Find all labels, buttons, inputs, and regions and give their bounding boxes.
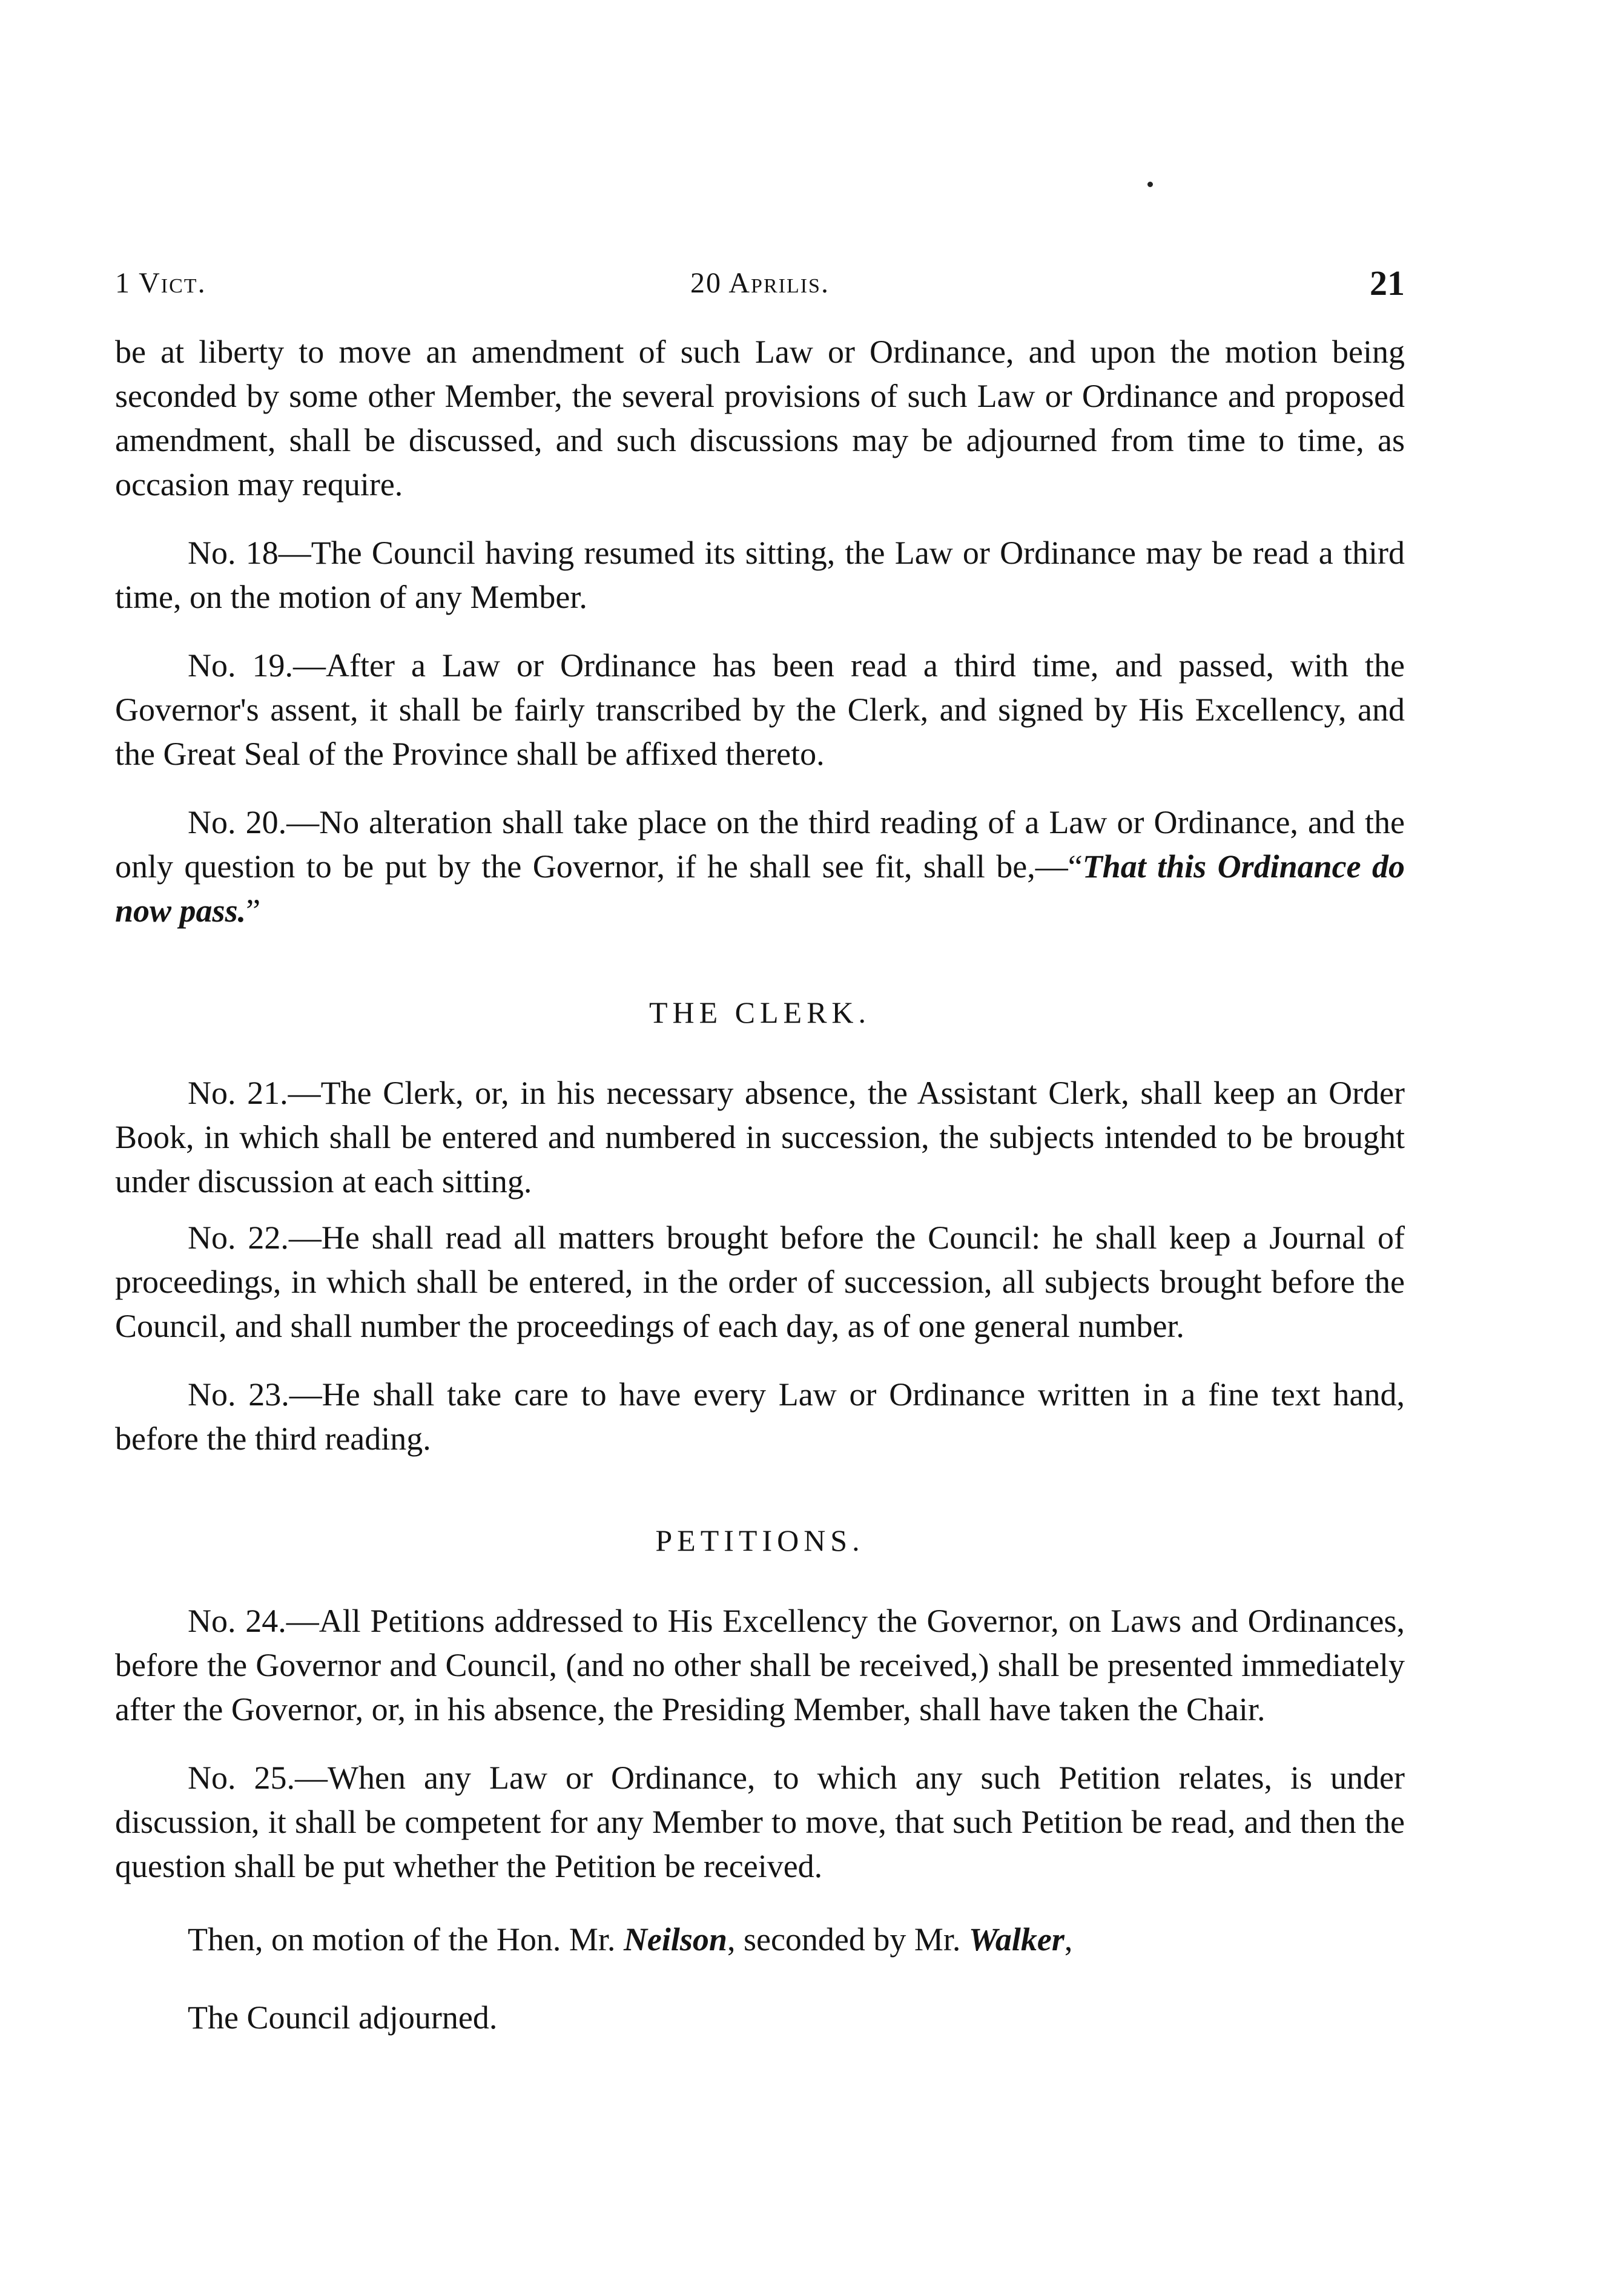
rule-number: No. 25. xyxy=(188,1760,295,1796)
closing-middle: , seconded by Mr. xyxy=(727,1921,969,1958)
rule-19 xyxy=(115,644,1405,776)
closing-suffix: , xyxy=(1064,1921,1073,1958)
rule-number: No. 23. xyxy=(188,1376,289,1413)
rule-text: —No alteration shall take place on the third reading of a Law or Ordinance, and the only question to be put by the Governor, if he shall see fit, shall be,—“ xyxy=(115,804,1405,885)
rule-21 xyxy=(115,1071,1405,1204)
rule-24 xyxy=(115,1599,1405,1732)
rule-25 xyxy=(115,1756,1405,1889)
page-number: 21 xyxy=(1370,263,1405,303)
mover-name: Neilson xyxy=(623,1921,727,1958)
rule-text: —He shall take care to have every Law or Ordinance written in a fine text hand, before the third reading. xyxy=(115,1376,1405,1457)
section-heading-clerk: THE CLERK. xyxy=(649,995,871,1029)
running-header xyxy=(115,263,1405,309)
rule-quote-close: ” xyxy=(246,893,261,929)
header-date: 20 Aprilis. xyxy=(690,267,830,299)
rule-number: No. 18 xyxy=(188,535,279,571)
rule-number: No. 22. xyxy=(188,1219,289,1256)
rule-number: No. 21. xyxy=(188,1075,288,1111)
rule-number: No. 20. xyxy=(188,804,287,840)
closing-motion xyxy=(115,1918,1405,1962)
rule-22 xyxy=(115,1216,1405,1348)
seconder-name: Walker xyxy=(968,1921,1065,1958)
rule-23 xyxy=(115,1373,1405,1461)
adjournment-line: The Council adjourned. xyxy=(188,1999,498,2036)
rule-18 xyxy=(115,531,1405,619)
rule-text: —He shall read all matters brought before the Council: he shall keep a Journal of proceedings, in which shall be entered, in the order of succession, all subjects brought before the Council, and shall number the proceedings of each day, as of one general number. xyxy=(115,1219,1405,1344)
document-body xyxy=(115,330,1405,2040)
header-regnal-year: 1 Vict. xyxy=(115,267,206,299)
rule-text: —The Clerk, or, in his necessary absence, the Assistant Clerk, shall keep an Order Book, in which shall be entered and numbered in succession, the subjects intended to be brought under discussion at each sitting. xyxy=(115,1075,1405,1199)
closing-prefix: Then, on motion of the Hon. Mr. xyxy=(188,1921,624,1958)
rule-quoted-motion: That this Ordinance do now pass. xyxy=(115,848,1405,929)
rule-text: —After a Law or Ordinance has been read a third time, and passed, with the Governor's assent, it shall be fairly transcribed by the Clerk, and signed by His Excellency, and the Great Seal of the Province shall be affixed thereto. xyxy=(115,647,1405,772)
rule-text: —When any Law or Ordinance, to which any such Petition relates, is under discussion, it shall be competent for any Member to move, that such Petition be read, and then the question shall be put whether the Petition be received. xyxy=(115,1760,1405,1884)
rule-number: No. 24. xyxy=(188,1603,286,1639)
rule-text: —The Council having resumed its sitting, the Law or Ordinance may be read a third time, on the motion of any Member. xyxy=(115,535,1405,615)
continuation-paragraph: be at liberty to move an amendment of such Law or Ordinance, and upon the motion being seconded by some other Member, the several provisions of such Law or Ordinance and proposed amendment, shall be discussed, and such discussions may be adjourned from time to time, as occasion may require. xyxy=(115,334,1405,503)
rule-number: No. 19. xyxy=(188,647,294,684)
rule-20 xyxy=(115,800,1405,933)
section-heading-petitions: PETITIONS. xyxy=(655,1523,865,1557)
rule-text: —All Petitions addressed to His Excellency the Governor, on Laws and Ordinances, before the Governor and Council, (and no other shall be received,) shall be presented immediately after the Governor, or, in his absence, the Presiding Member, shall have taken the Chair. xyxy=(115,1603,1405,1727)
ink-speck xyxy=(1147,182,1153,187)
